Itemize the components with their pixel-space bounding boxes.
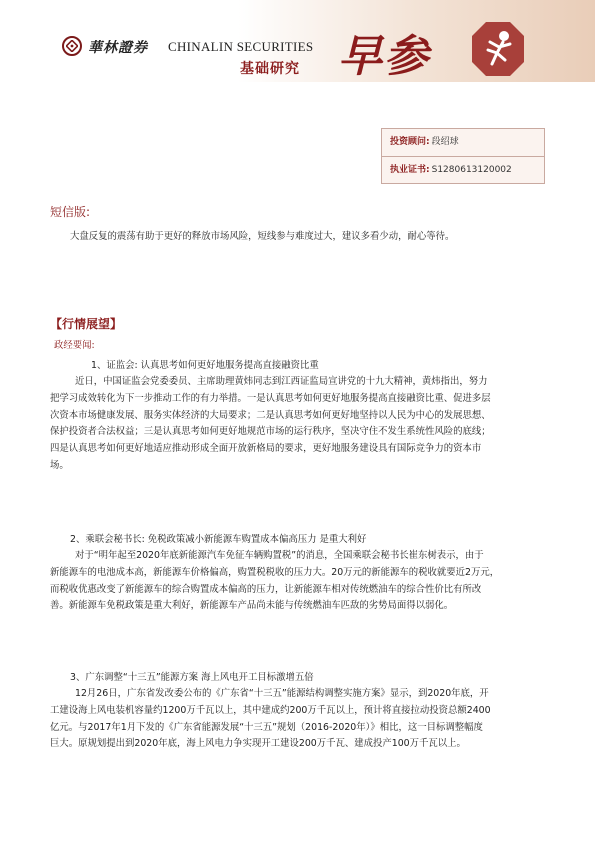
news-item-line: 亿元。与2017年1月下发的《广东省能源发展“十三五”规划（2016-2020年）》相比，这一目标调整幅度: [50, 721, 483, 733]
company-logo-icon: [62, 36, 82, 56]
news-item-title: 2、乘联会秘书长: 免税政策减小新能源车购置成本偏高压力 是重大利好: [70, 534, 367, 545]
advisor-row: [382, 129, 544, 156]
news-item-body: [50, 686, 550, 753]
company-name-cn: 華林證券: [88, 40, 148, 56]
news-item-line: 新能源车的电池成本高，新能源车价格偏高，购置税税收的压力大。20万元的新能源车的税收就要近2万元，: [50, 566, 500, 578]
short-version-title: 短信版:: [50, 205, 91, 219]
analyst-info-box: [381, 128, 545, 184]
certificate-row: [382, 156, 544, 183]
news-item-line: 善。新能源车免税政策是重大利好，新能源车产品尚未能与传统燃油车匹敌的劣势局面得以弱化。: [50, 600, 454, 612]
report-brand-title: 早参: [338, 31, 430, 82]
politics-news-label: 政经要闻:: [54, 340, 95, 351]
news-item-line: 工建设海上风电装机容量约1200万千瓦以上，其中建成约200万千瓦以上，预计将直接拉动投资总额2400: [50, 704, 491, 716]
advisor-label: 投资顾问:: [390, 137, 430, 147]
news-item-line: 而税收优惠改变了新能源车的综合购置成本偏高的压力，让新能源车相对传统燃油车的综合性价比有所改: [50, 583, 482, 595]
advisor-name: 段绍球: [431, 137, 459, 147]
news-item-line: 把学习成效转化为下一步推动工作的有力举措。一是认真思考如何更好地服务提高直接融资比重、促进多层: [50, 392, 491, 404]
news-item-line: 对于“明年起至2020年底新能源汽车免征车辆购置税”的消息，全国乘联会秘书长崔东树表示，由于: [75, 550, 484, 561]
brand-badge-icon: [470, 20, 526, 78]
company-name-en: CHINALIN SECURITIES: [168, 39, 314, 54]
short-version-text: 大盘反复的震荡有助于更好的释放市场风险，短线参与难度过大，建议多看少动，耐心等待。: [70, 231, 455, 242]
news-item-line: 保护投资者合法权益；三是认真思考如何更好地规范市场的运行秩序，坚决守住不发生系统性风险的底线；: [50, 426, 491, 438]
certificate-number: S1280613120002: [431, 165, 512, 175]
news-item-title: 1、证监会: 认真思考如何更好地服务提高直接融资比重: [91, 360, 319, 371]
news-item-body: [50, 548, 550, 615]
news-item-title: 3、广东调整“十三五”能源方案 海上风电开工目标激增五倍: [70, 672, 314, 683]
news-item-line: 近日，中国证监会党委委员、主席助理黄炜同志到江西证监局宣讲党的十九大精神，黄炜指出，努力: [75, 376, 488, 387]
page-header: [0, 0, 595, 82]
news-item-body: [50, 374, 550, 475]
outlook-section-title: 【行情展望】: [50, 317, 123, 331]
certificate-label: 执业证书:: [390, 165, 430, 175]
news-item-line: 巨大。原规划提出到2020年底，海上风电力争实现开工建设200万千瓦、建成投产100万千瓦以上。: [50, 738, 466, 750]
news-item-line: 四是认真思考如何更好地适应推动形成全面开放新格局的要求，更好地服务建设具有国际竞争力的资本市: [50, 443, 482, 455]
news-item-line: 次资本市场健康发展、服务实体经济的大局要求；二是认真思考如何更好地坚持以人民为中心的发展思想、: [50, 409, 491, 421]
department-title: 基础研究: [240, 61, 300, 77]
news-item-line: 12月26日，广东省发改委公布的《广东省“十三五”能源结构调整实施方案》显示，到2020年底，开: [75, 688, 489, 699]
news-item-line: 场。: [50, 459, 69, 471]
